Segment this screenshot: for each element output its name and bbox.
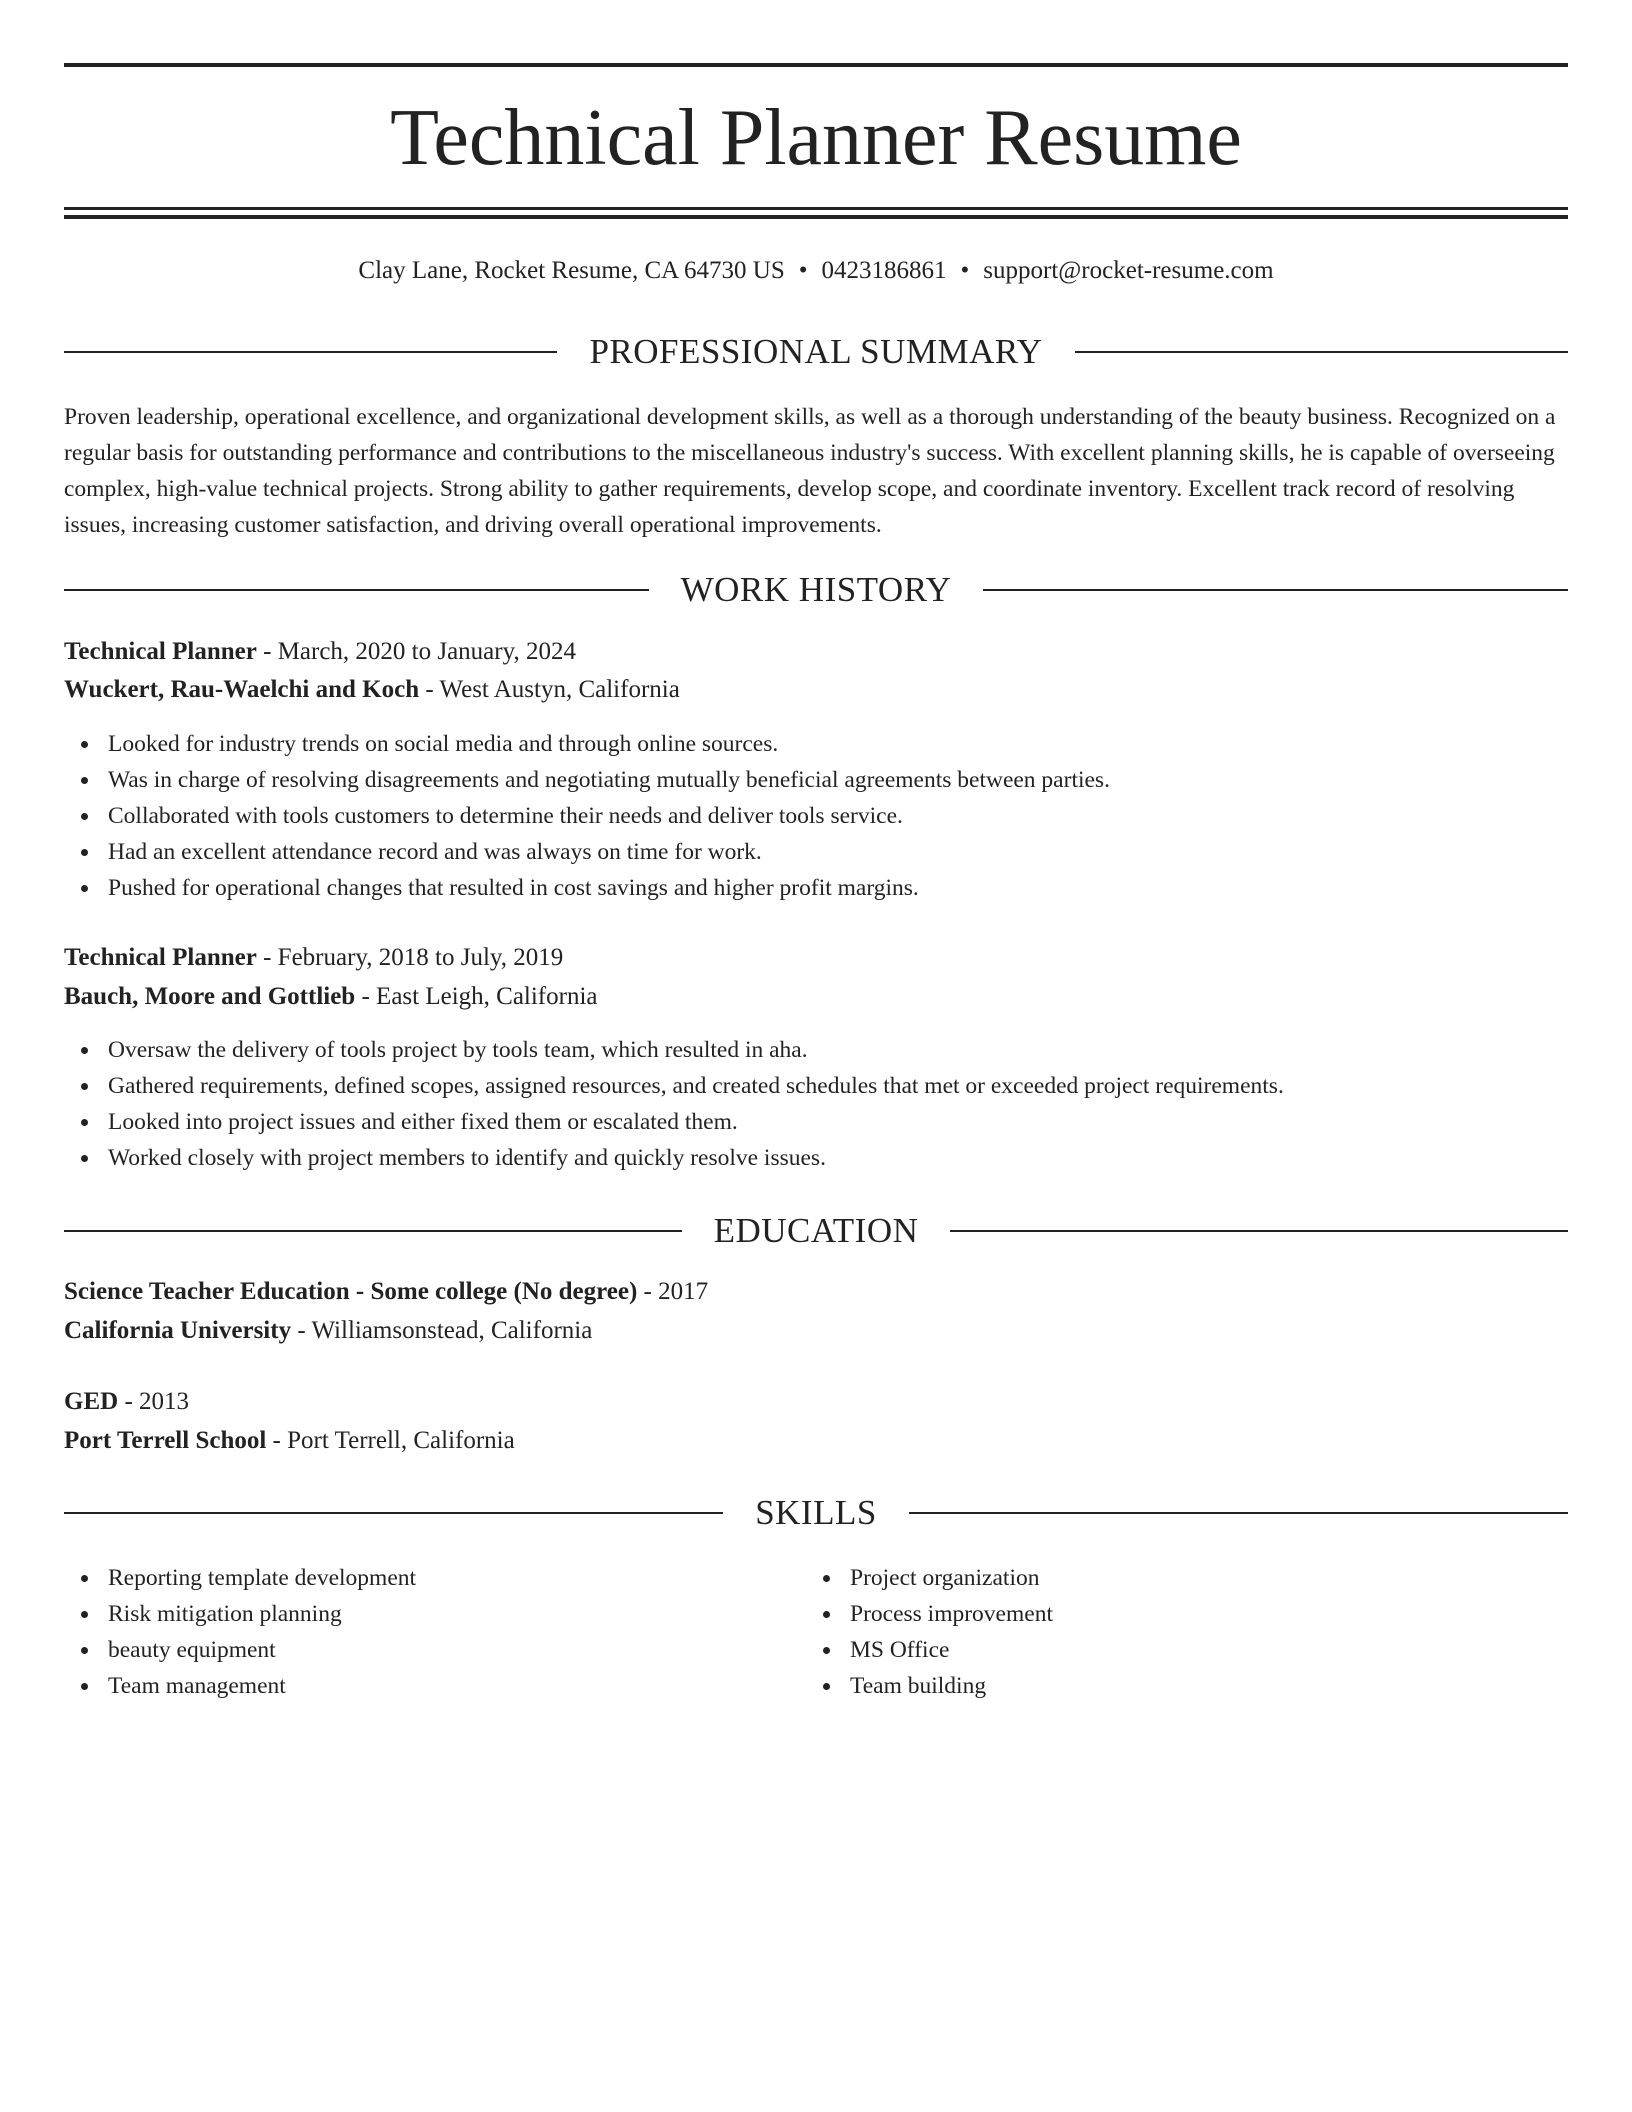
section-heading-summary	[64, 329, 1568, 375]
section-heading-education	[64, 1208, 1568, 1254]
skill-item: beauty equipment	[108, 1632, 416, 1668]
contact-separator: •	[960, 257, 970, 284]
job-title-line	[64, 940, 1568, 976]
job-company: Wuckert, Rau-Waelchi and Koch	[64, 676, 420, 703]
summary-text: Proven leadership, operational excellence, and organizational development skills, as well as a thorough understanding of the beauty business. Recognized on a regular basis for outstanding performance and contributions to the miscellaneous industry's success. With excellent planning skills, he is capable of overseeing complex, high-value technical projects. Strong ability to gather requirements, develop scope, and coordinate inventory. Excellent track record of resolving issues, increasing customer satisfaction, and driving overall operational improvements.	[64, 404, 1556, 538]
list-item: Was in charge of resolving disagreements and negotiating mutually beneficial agreements between parties.	[108, 762, 1110, 798]
skill-item: Team management	[108, 1668, 416, 1704]
contact-address: Clay Lane, Rocket Resume, CA 64730 US	[358, 257, 785, 284]
heading-rule-left	[64, 351, 557, 353]
job-dates: - March, 2020 to January, 2024	[256, 638, 576, 665]
contact-separator: •	[798, 257, 808, 284]
section-heading-work-history	[64, 567, 1568, 613]
education-school: California University	[64, 1317, 292, 1344]
list-item: Had an excellent attendance record and was always on time for work.	[108, 834, 1110, 870]
education-school-line	[64, 1313, 1568, 1349]
skill-item: MS Office	[850, 1632, 1053, 1668]
list-item: Pushed for operational changes that resulted in cost savings and higher profit margins.	[108, 870, 1110, 906]
title-underline-thin	[64, 207, 1568, 210]
job-dates: - February, 2018 to July, 2019	[256, 944, 564, 971]
job-company-line	[64, 979, 1568, 1015]
skills-list-right	[806, 1560, 1053, 1704]
list-item: Looked for industry trends on social media and through online sources.	[108, 726, 1110, 762]
list-item: Oversaw the delivery of tools project by tools team, which resulted in aha.	[108, 1032, 1284, 1068]
list-item: Worked closely with project members to identify and quickly resolve issues.	[108, 1140, 1284, 1176]
skill-item: Process improvement	[850, 1596, 1053, 1632]
list-item: Collaborated with tools customers to determine their needs and deliver tools service.	[108, 798, 1110, 834]
education-degree: Science Teacher Education - Some college (No degree)	[64, 1278, 638, 1305]
job-bullets	[64, 1032, 1284, 1176]
section-title: EDUCATION	[713, 1211, 919, 1250]
section-title: WORK HISTORY	[680, 570, 952, 609]
list-item: Looked into project issues and either fixed them or escalated them.	[108, 1104, 1284, 1140]
heading-rule-left	[64, 589, 649, 591]
heading-rule-right	[950, 1230, 1568, 1232]
education-degree-line	[64, 1384, 1568, 1420]
education-degree-line	[64, 1274, 1568, 1310]
section-heading-skills	[64, 1490, 1568, 1536]
job-location: - East Leigh, California	[355, 983, 598, 1010]
education-school: Port Terrell School	[64, 1427, 267, 1454]
contact-email: support@rocket-resume.com	[983, 257, 1274, 284]
skill-item: Reporting template development	[108, 1560, 416, 1596]
education-location: - Port Terrell, California	[266, 1427, 515, 1454]
skill-item: Team building	[850, 1668, 1053, 1704]
section-title: SKILLS	[755, 1493, 877, 1532]
education-degree: GED	[64, 1388, 119, 1415]
list-item: Gathered requirements, defined scopes, assigned resources, and created schedules that met or exceeded project requirements.	[108, 1068, 1284, 1104]
heading-rule-left	[64, 1230, 682, 1232]
job-company-line	[64, 672, 1568, 708]
heading-rule-right	[983, 589, 1568, 591]
top-rule	[64, 63, 1568, 67]
contact-phone: 0423186861	[821, 257, 947, 284]
title-underline-thick	[64, 215, 1568, 219]
education-year: - 2017	[637, 1278, 709, 1305]
skill-item: Risk mitigation planning	[108, 1596, 416, 1632]
heading-rule-right	[909, 1512, 1568, 1514]
job-title-line	[64, 634, 1568, 670]
job-bullets	[64, 726, 1110, 906]
education-year: - 2013	[118, 1388, 190, 1415]
resume-title: Technical Planner Resume	[390, 94, 1242, 182]
job-location: - West Austyn, California	[419, 676, 680, 703]
skills-list-left	[64, 1560, 416, 1704]
education-school-line	[64, 1423, 1568, 1459]
heading-rule-right	[1075, 351, 1568, 353]
education-location: - Williamsonstead, California	[291, 1317, 593, 1344]
heading-rule-left	[64, 1512, 723, 1514]
job-title: Technical Planner	[64, 638, 257, 665]
section-title: PROFESSIONAL SUMMARY	[589, 332, 1043, 371]
job-title: Technical Planner	[64, 944, 257, 971]
job-company: Bauch, Moore and Gottlieb	[64, 983, 356, 1010]
skill-item: Project organization	[850, 1560, 1053, 1596]
contact-line	[64, 254, 1568, 288]
